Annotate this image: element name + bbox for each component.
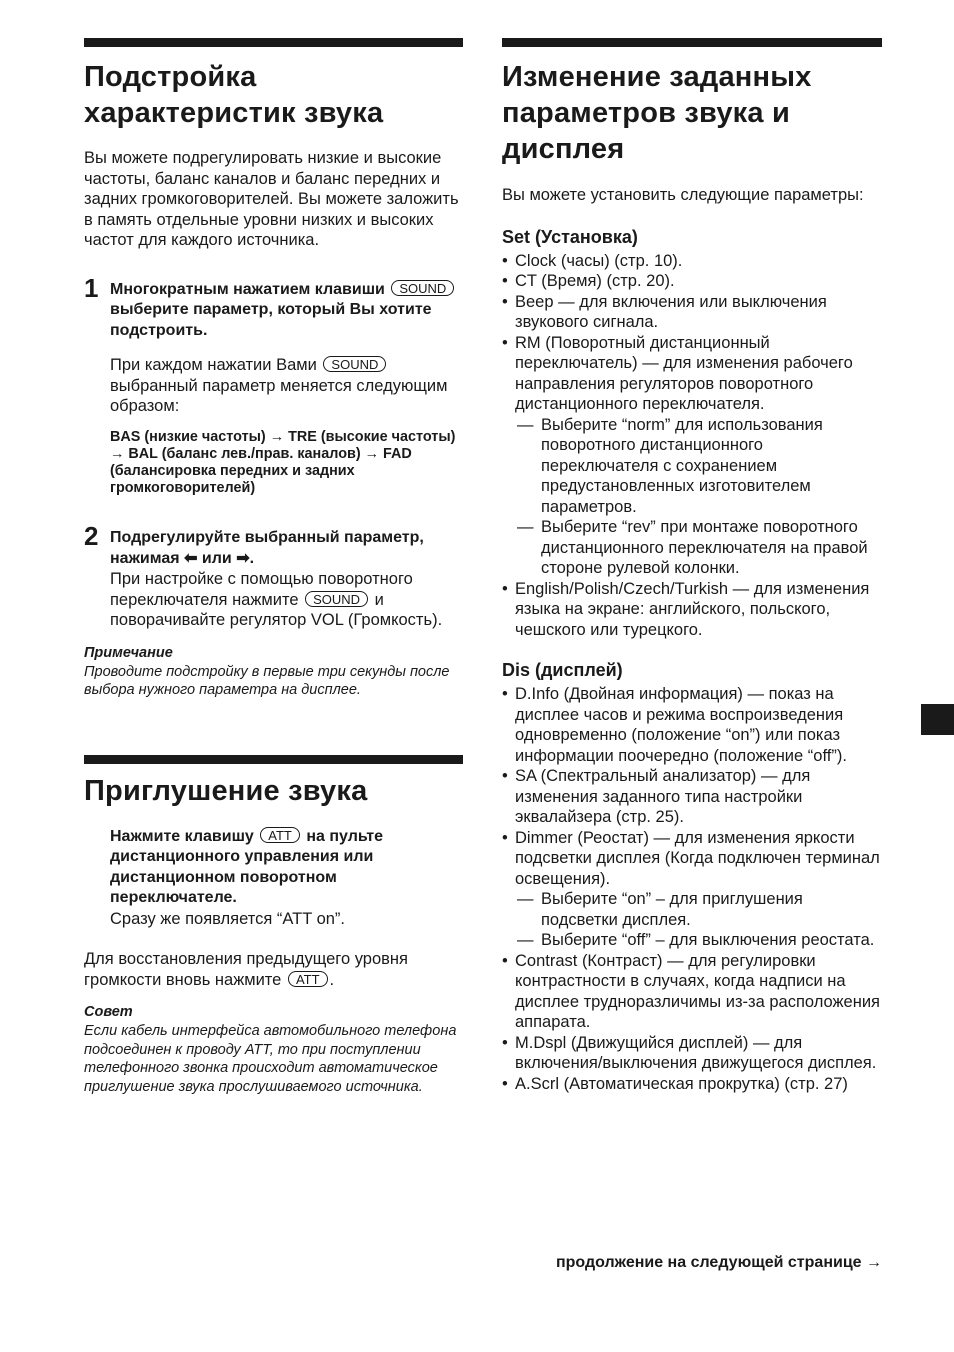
sub-item: — Выберите “norm” для использования поворотного дистанционного переключателя с сохранением предустановленных изготовителем параметров.: [502, 415, 882, 518]
list-item: • CT (Время) (стр. 20).: [502, 271, 882, 292]
section-rule: [502, 38, 882, 47]
sub-item: — Выберите “off” – для выключения реостата.: [502, 930, 882, 951]
left-arrow-icon: ⬅: [184, 549, 198, 567]
list-item: • D.Info (Двойная информация) — показ на дисплее часов и режима воспроизведения одновременно (положение “on”) или показ информации поочередно (положение “off”).: [502, 684, 882, 766]
page-tab-marker: [921, 704, 954, 735]
step-number: 2: [84, 521, 99, 552]
mute-instruction: Нажмите клавишу ATT на пульте дистанционного управления или дистанционном поворотном переключателе.: [110, 827, 384, 907]
step-2-instruction: Подрегулируйте выбранный параметр, нажимая ⬅ или ➡.: [110, 529, 424, 567]
tip-text: Если кабель интерфейса автомобильного телефона подсоединен к проводу ATT, то при поступлении телефонного звонка происходит автоматическое приглушение звука прослушиваемого источника.: [84, 1023, 457, 1095]
note-text: Проводите подстройку в первые три секунды после выбора нужного параметра на дисплее.: [84, 663, 450, 699]
right-column: [502, 38, 882, 1094]
step-2: [84, 521, 463, 631]
list-item: • SA (Спектральный анализатор) — для изменения заданного типа настройки эквалайзера (стр. 25).: [502, 766, 882, 828]
continue-notice: продолжение на следующей странице →: [555, 1254, 882, 1271]
list-item: • Clock (часы) (стр. 10).: [502, 251, 882, 272]
step-1-instruction: Многократным нажатием клавиши SOUND выберите параметр, который Вы хотите подстроить.: [110, 280, 463, 342]
att-key-icon: ATT: [288, 971, 328, 987]
section-title-settings: Изменение заданных параметров звука и дисплея: [502, 61, 812, 165]
list-item: • Dimmer (Реостат) — для изменения яркости подсветки дисплея (Когда подключен терминал освещения).: [502, 828, 882, 890]
mute-step: [84, 827, 463, 930]
list-item: • A.Scrl (Автоматическая прокрутка) (стр. 27): [502, 1074, 882, 1095]
right-arrow-icon: ➡: [236, 549, 250, 567]
tip-title: Совет: [84, 1004, 133, 1021]
section-rule: [84, 755, 463, 764]
section-rule: [84, 38, 463, 47]
list-item: • Contrast (Контраст) — для регулировки контрастности в случаях, когда надписи на дисплее трудноразличимы из-за расположения аппарата.: [502, 951, 882, 1033]
section-title-mute: Приглушение звука: [84, 774, 368, 807]
step-2-detail: При настройке с помощью поворотного переключателя нажмите SOUND и поворачивайте регулятор VOL (Громкость).: [110, 570, 443, 630]
list-item: • English/Polish/Czech/Turkish — для изменения языка на экране: английского, польского, чешского или турецкого.: [502, 579, 882, 641]
sub-item: — Выберите “rev” при монтаже поворотного дистанционного переключателя на правой стороне рулевой колонки.: [502, 517, 882, 579]
set-heading: Set (Установка): [502, 226, 638, 247]
sound-adjust-intro: Вы можете подрегулировать низкие и высокие частоты, баланс каналов и баланс передних и задних громкоговорителей. Вы можете заложить в память отдельные уровни низких и высоких частот для каждого источника.: [84, 149, 459, 249]
mute-detail: Сразу же появляется “ATT on”.: [110, 909, 346, 928]
section-title-sound-adjust: Подстройка характеристик звука: [84, 61, 384, 129]
dis-heading: Dis (дисплей): [502, 660, 623, 680]
sub-item: — Выберите “on” – для приглушения подсветки дисплея.: [502, 889, 882, 930]
note-title: Примечание: [84, 644, 173, 661]
dis-list: [502, 684, 882, 889]
parameter-sequence: BAS (низкие частоты) → TRE (высокие частоты) → BAL (баланс лев./прав. каналов) → FAD (балансировка передних и задних громкоговорителей): [110, 428, 456, 497]
list-item: • RM (Поворотный дистанционный переключатель) — для изменения рабочего направления регуляторов поворотного дистанционного переключателя.: [502, 333, 882, 415]
mute-restore: Для восстановления предыдущего уровня громкости вновь нажмите ATT .: [84, 950, 408, 989]
step-1-detail: При каждом нажатии Вами SOUND выбранный параметр меняется следующим образом:: [110, 356, 448, 415]
step-1: [84, 272, 463, 498]
set-list: [502, 251, 882, 415]
settings-intro: Вы можете установить следующие параметры:: [502, 186, 864, 204]
list-item: • Beep — для включения или выключения звукового сигнала.: [502, 292, 882, 333]
step-number: 1: [84, 272, 99, 303]
left-column: [84, 38, 463, 1096]
sound-key-icon: SOUND: [323, 356, 386, 372]
att-key-icon: ATT: [260, 827, 300, 843]
sound-key-icon: SOUND: [305, 591, 368, 607]
list-item: • M.Dspl (Движущийся дисплей) — для включения/выключения движущегося дисплея.: [502, 1033, 882, 1074]
sound-key-icon: SOUND: [391, 280, 454, 296]
